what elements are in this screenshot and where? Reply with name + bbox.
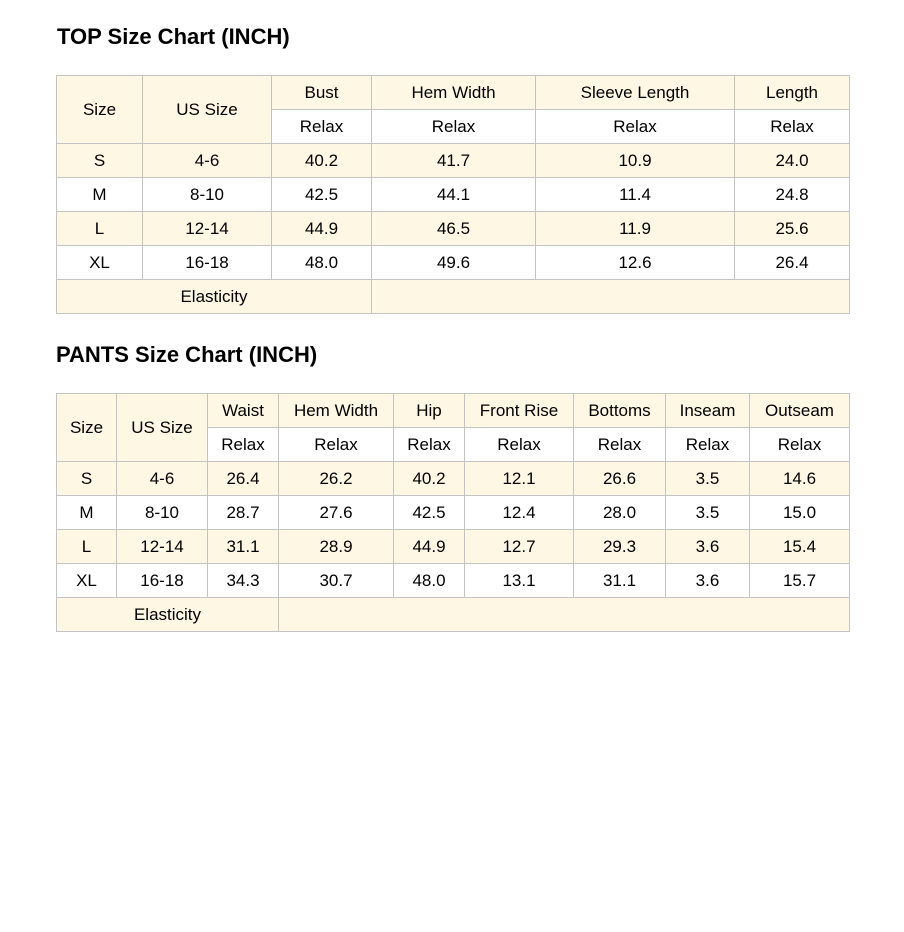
table-cell: 3.5 bbox=[666, 462, 750, 496]
subheader-cell: Relax bbox=[536, 110, 735, 144]
table-cell: M bbox=[57, 496, 117, 530]
header-row bbox=[57, 394, 850, 428]
table-cell: 44.1 bbox=[372, 178, 536, 212]
top-size-table bbox=[56, 75, 850, 314]
header-us-size: US Size bbox=[117, 394, 208, 462]
table-cell: 12.4 bbox=[465, 496, 574, 530]
subheader-cell: Relax bbox=[208, 428, 279, 462]
table-cell: 31.1 bbox=[574, 564, 666, 598]
elasticity-row bbox=[57, 280, 850, 314]
table-cell: 26.4 bbox=[208, 462, 279, 496]
table-cell: 11.4 bbox=[536, 178, 735, 212]
header-sleeve-length: Sleeve Length bbox=[536, 76, 735, 110]
header-hem-width: Hem Width bbox=[279, 394, 394, 428]
table-cell: 27.6 bbox=[279, 496, 394, 530]
header-us-size: US Size bbox=[143, 76, 272, 144]
table-cell: 48.0 bbox=[394, 564, 465, 598]
table-cell: 40.2 bbox=[394, 462, 465, 496]
header-bottoms: Bottoms bbox=[574, 394, 666, 428]
table-cell: 16-18 bbox=[117, 564, 208, 598]
table-cell: 26.2 bbox=[279, 462, 394, 496]
table-cell: 42.5 bbox=[272, 178, 372, 212]
elasticity-label: Elasticity bbox=[57, 280, 372, 314]
table-cell: 12.1 bbox=[465, 462, 574, 496]
table-cell: 26.6 bbox=[574, 462, 666, 496]
pants-chart-title: PANTS Size Chart (INCH) bbox=[56, 342, 318, 367]
table-cell: XL bbox=[57, 246, 143, 280]
header-bust: Bust bbox=[272, 76, 372, 110]
header-inseam: Inseam bbox=[666, 394, 750, 428]
table-cell: 10.9 bbox=[536, 144, 735, 178]
table-row bbox=[57, 246, 850, 280]
table-cell: 44.9 bbox=[272, 212, 372, 246]
table-row bbox=[57, 178, 850, 212]
subheader-cell: Relax bbox=[666, 428, 750, 462]
table-cell: 15.4 bbox=[750, 530, 850, 564]
table-cell: 4-6 bbox=[143, 144, 272, 178]
table-cell: 25.6 bbox=[735, 212, 850, 246]
table-cell: 12-14 bbox=[117, 530, 208, 564]
table-row bbox=[57, 144, 850, 178]
table-cell: 28.0 bbox=[574, 496, 666, 530]
table-cell: 11.9 bbox=[536, 212, 735, 246]
table-cell: 14.6 bbox=[750, 462, 850, 496]
subheader-cell: Relax bbox=[272, 110, 372, 144]
table-row bbox=[57, 212, 850, 246]
header-hip: Hip bbox=[394, 394, 465, 428]
table-cell: 31.1 bbox=[208, 530, 279, 564]
table-cell: 24.0 bbox=[735, 144, 850, 178]
table-cell: 40.2 bbox=[272, 144, 372, 178]
subheader-cell: Relax bbox=[750, 428, 850, 462]
table-cell: 4-6 bbox=[117, 462, 208, 496]
table-cell: M bbox=[57, 178, 143, 212]
table-cell: 42.5 bbox=[394, 496, 465, 530]
table-row bbox=[57, 496, 850, 530]
subheader-cell: Relax bbox=[394, 428, 465, 462]
table-cell: 8-10 bbox=[143, 178, 272, 212]
table-cell: 28.7 bbox=[208, 496, 279, 530]
table-cell: 13.1 bbox=[465, 564, 574, 598]
elasticity-value bbox=[372, 280, 850, 314]
table-cell: 3.5 bbox=[666, 496, 750, 530]
subheader-cell: Relax bbox=[372, 110, 536, 144]
table-row bbox=[57, 530, 850, 564]
header-hem-width: Hem Width bbox=[372, 76, 536, 110]
table-cell: 34.3 bbox=[208, 564, 279, 598]
header-outseam: Outseam bbox=[750, 394, 850, 428]
table-cell: 44.9 bbox=[394, 530, 465, 564]
table-cell: 15.0 bbox=[750, 496, 850, 530]
table-row bbox=[57, 564, 850, 598]
table-cell: 49.6 bbox=[372, 246, 536, 280]
table-cell: 24.8 bbox=[735, 178, 850, 212]
table-row bbox=[57, 462, 850, 496]
header-front-rise: Front Rise bbox=[465, 394, 574, 428]
table-cell: L bbox=[57, 530, 117, 564]
pants-size-table bbox=[56, 393, 850, 632]
subheader-cell: Relax bbox=[279, 428, 394, 462]
table-cell: 30.7 bbox=[279, 564, 394, 598]
table-cell: XL bbox=[57, 564, 117, 598]
table-cell: S bbox=[57, 144, 143, 178]
elasticity-row bbox=[57, 598, 850, 632]
top-chart-title: TOP Size Chart (INCH) bbox=[57, 24, 290, 49]
table-cell: 3.6 bbox=[666, 530, 750, 564]
table-cell: 29.3 bbox=[574, 530, 666, 564]
table-cell: 15.7 bbox=[750, 564, 850, 598]
subheader-cell: Relax bbox=[574, 428, 666, 462]
table-cell: 48.0 bbox=[272, 246, 372, 280]
header-size: Size bbox=[57, 76, 143, 144]
table-cell: 8-10 bbox=[117, 496, 208, 530]
table-cell: S bbox=[57, 462, 117, 496]
table-cell: 12.7 bbox=[465, 530, 574, 564]
elasticity-value bbox=[279, 598, 850, 632]
subheader-cell: Relax bbox=[465, 428, 574, 462]
table-cell: 26.4 bbox=[735, 246, 850, 280]
header-length: Length bbox=[735, 76, 850, 110]
header-size: Size bbox=[57, 394, 117, 462]
table-cell: 41.7 bbox=[372, 144, 536, 178]
subheader-cell: Relax bbox=[735, 110, 850, 144]
table-cell: 3.6 bbox=[666, 564, 750, 598]
table-cell: 12.6 bbox=[536, 246, 735, 280]
elasticity-label: Elasticity bbox=[57, 598, 279, 632]
table-cell: 28.9 bbox=[279, 530, 394, 564]
header-waist: Waist bbox=[208, 394, 279, 428]
table-cell: L bbox=[57, 212, 143, 246]
table-cell: 16-18 bbox=[143, 246, 272, 280]
header-row bbox=[57, 76, 850, 110]
table-cell: 46.5 bbox=[372, 212, 536, 246]
table-cell: 12-14 bbox=[143, 212, 272, 246]
